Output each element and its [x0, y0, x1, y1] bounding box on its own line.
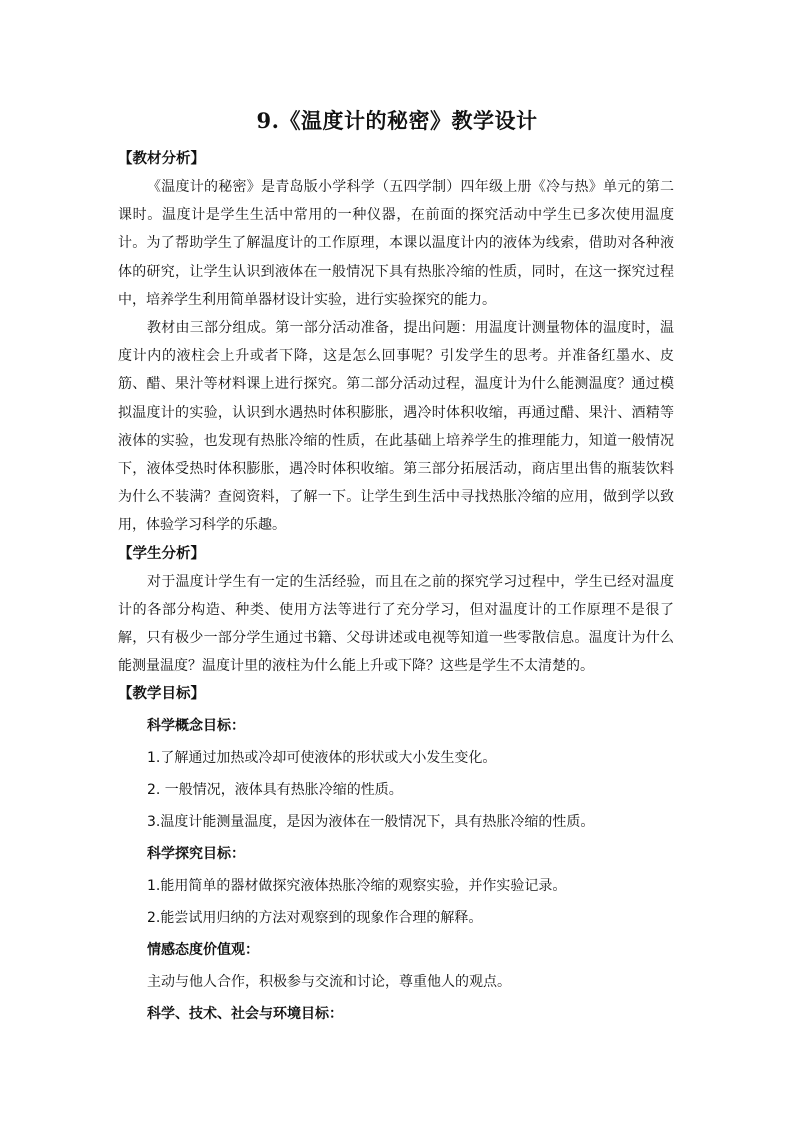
subheading-attitude-values: 情感态度价值观：: [147, 942, 259, 959]
attitude-goal-item: 主动与他人合作，积极参与交流和讨论，尊重他人的观点。: [147, 974, 511, 991]
document-body: [118, 145, 674, 1030]
subheading-science-concept-goals: 科学概念目标：: [147, 718, 245, 735]
textbook-analysis-paragraph-1: 《温度计的秘密》是青岛版小学科学（五四学制）四年级上册《冷与热》单元的第二课时。温度计是学生生活中常用的一种仪器，在前面的探究活动中学生已多次使用温度计。为了帮助学生了解温度计的工作原理，本课以温度计内的液体为线索，借助对各种液体的研究，让学生认识到液体在一般情况下具有热胀冷缩的性质，同时，在这一探究过程中，培养学生利用简单器材设计实验，进行实验探究的能力。: [118, 179, 674, 308]
section-heading-textbook-analysis: 【教材分析】: [118, 151, 205, 167]
section-heading-student-analysis: 【学生分析】: [118, 545, 205, 562]
inquiry-goal-item: 2.能尝试用归纳的方法对观察到的现象作合理的解释。: [147, 910, 483, 927]
inquiry-goal-item: 1.能用简单的器材做探究液体热胀冷缩的观察实验，并作实验记录。: [147, 878, 567, 895]
subheading-science-inquiry-goals: 科学探究目标：: [147, 846, 245, 863]
textbook-analysis-paragraph-2: 教材由三部分组成。第一部分活动准备，提出问题：用温度计测量物体的温度时，温度计内的液柱会上升或者下降，这是怎么回事呢？引发学生的思考。并准备红墨水、皮筋、醋、果汁等材料课上进行探究。第二部分活动过程，温度计为什么能测温度？通过模拟温度计的实验，认识到水遇热时体积膨胀，遇冷时体积收缩，再通过醋、果汁、酒精等液体的实验，也发现有热胀冷缩的性质，在此基础上培养学生的推理能力，知道一般情况下，液体受热时体积膨胀，遇冷时体积收缩。第三部分拓展活动，商店里出售的瓶装饮料为什么不装满？查阅资料，了解一下。让学生到生活中寻找热胀冷缩的应用，做到学以致用，体验学习科学的乐趣。: [118, 320, 674, 534]
subheading-stse-goals: 科学、技术、社会与环境目标：: [147, 1006, 343, 1023]
concept-goal-item: 3.温度计能测量温度，是因为液体在一般情况下，具有热胀冷缩的性质。: [147, 814, 595, 831]
concept-goal-item: 2. 一般情况，液体具有热胀冷缩的性质。: [147, 782, 403, 799]
student-analysis-paragraph: 对于温度计学生有一定的生活经验，而且在之前的探究学习过程中，学生已经对温度计的各部分构造、种类、使用方法等进行了充分学习，但对温度计的工作原理不是很了解，只有极少一部分学生通过书籍、父母讲述或电视等知道一些零散信息。温度计为什么能测量温度？温度计里的液柱为什么能上升或下降？这些是学生不太清楚的。: [118, 573, 674, 675]
document-title: 9.《温度计的秘密》教学设计: [256, 108, 538, 133]
concept-goal-item: 1.了解通过加热或冷却可使液体的形状或大小发生变化。: [147, 750, 497, 767]
section-heading-teaching-goals: 【教学目标】: [118, 686, 205, 703]
